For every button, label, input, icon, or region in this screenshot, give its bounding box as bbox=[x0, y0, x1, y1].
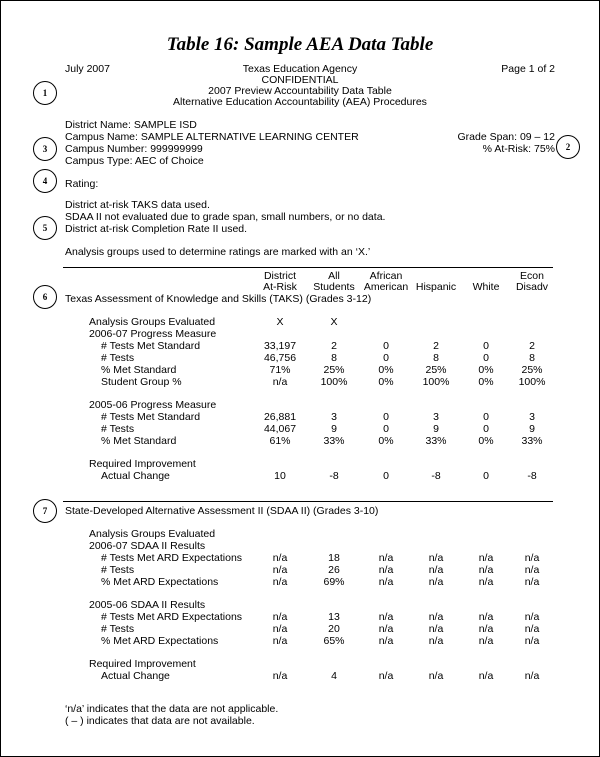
table-cell: n/a bbox=[428, 635, 444, 647]
row-label: 2005-06 SDAA II Results bbox=[89, 599, 206, 611]
row-label: % Met ARD Expectations bbox=[101, 576, 219, 588]
table-cell: 61% bbox=[269, 435, 291, 447]
table-cell: n/a bbox=[272, 635, 288, 647]
table-cell: 33% bbox=[521, 435, 543, 447]
column-header: Econ bbox=[520, 270, 544, 282]
table-cell: 100% bbox=[320, 376, 348, 388]
table-cell: 8 bbox=[331, 352, 337, 364]
district-name: District Name: SAMPLE ISD bbox=[65, 119, 197, 131]
row-label: Actual Change bbox=[101, 670, 170, 682]
table-cell: n/a bbox=[378, 576, 394, 588]
table-cell: 2 bbox=[331, 340, 337, 352]
table-cell: n/a bbox=[378, 623, 394, 635]
marker-6-circle: 6 bbox=[33, 285, 57, 309]
table-cell: n/a bbox=[428, 552, 444, 564]
column-header: At-Risk bbox=[263, 281, 297, 293]
footnote-unavailable: ( – ) indicates that data are not available. bbox=[65, 715, 255, 727]
marker-4-circle: 4 bbox=[33, 169, 57, 193]
row-label: # Tests Met Standard bbox=[101, 340, 201, 352]
grade-span: Grade Span: 09 – 12 bbox=[457, 131, 555, 143]
analysis-note: Analysis groups used to determine ratings are marked with an ‘X.’ bbox=[65, 246, 371, 258]
table-cell: 46,756 bbox=[263, 352, 297, 364]
row-label: Required Improvement bbox=[89, 458, 196, 470]
row-label: # Tests bbox=[101, 352, 135, 364]
table-top-rule bbox=[63, 267, 553, 268]
sdaa-heading: State-Developed Alternative Assessment II (SDAA II) (Grades 3-10) bbox=[65, 505, 379, 517]
table-cell: n/a bbox=[378, 552, 394, 564]
table-cell: n/a bbox=[478, 635, 494, 647]
marker-7-circle: 7 bbox=[33, 499, 57, 523]
table-cell: 65% bbox=[323, 635, 345, 647]
table-cell: n/a bbox=[478, 611, 494, 623]
campus-number: Campus Number: 999999999 bbox=[65, 143, 203, 155]
table-cell: 13 bbox=[328, 611, 340, 623]
table-cell: 4 bbox=[331, 670, 337, 682]
table-cell: 0% bbox=[478, 435, 494, 447]
table-cell: 44,067 bbox=[263, 423, 297, 435]
note-sdaa: SDAA II not evaluated due to grade span, small numbers, or no data. bbox=[65, 211, 386, 223]
column-header: Students bbox=[313, 281, 355, 293]
table-cell: 69% bbox=[323, 576, 345, 588]
table-cell: n/a bbox=[272, 576, 288, 588]
campus-name: Campus Name: SAMPLE ALTERNATIVE LEARNING CENTER bbox=[65, 131, 359, 143]
column-header: Disadv bbox=[515, 281, 549, 293]
table-title: Table 16: Sample AEA Data Table bbox=[166, 34, 434, 55]
procedures-name: Alternative Education Accountability (AEA) Procedures bbox=[173, 96, 427, 108]
table-cell: n/a bbox=[272, 552, 288, 564]
table-cell: n/a bbox=[272, 611, 288, 623]
column-header: White bbox=[472, 281, 500, 293]
table-cell: n/a bbox=[272, 376, 288, 388]
table-cell: 0 bbox=[383, 411, 389, 423]
table-cell: 2 bbox=[433, 340, 439, 352]
row-label: % Met Standard bbox=[101, 435, 177, 447]
table-cell: 0% bbox=[478, 364, 494, 376]
table-cell: 0 bbox=[483, 423, 489, 435]
table-cell: n/a bbox=[428, 576, 444, 588]
footnote-na: ‘n/a’ indicates that the data are not applicable. bbox=[65, 703, 279, 715]
table-cell: n/a bbox=[378, 670, 394, 682]
table-cell: 0 bbox=[383, 340, 389, 352]
campus-type: Campus Type: AEC of Choice bbox=[65, 155, 204, 167]
table-cell: 0 bbox=[483, 411, 489, 423]
table-cell: n/a bbox=[524, 623, 540, 635]
table-cell: n/a bbox=[428, 670, 444, 682]
table-cell: n/a bbox=[478, 623, 494, 635]
table-cell: -8 bbox=[431, 470, 441, 482]
column-header: American bbox=[363, 281, 409, 293]
marker-5-circle: 5 bbox=[33, 216, 57, 240]
table-cell: 33,197 bbox=[263, 340, 297, 352]
row-label: 2006-07 SDAA II Results bbox=[89, 540, 206, 552]
row-label: Required Improvement bbox=[89, 658, 196, 670]
table-cell: n/a bbox=[524, 576, 540, 588]
table-cell: 0 bbox=[483, 352, 489, 364]
table-cell: -8 bbox=[527, 470, 537, 482]
table-cell: 25% bbox=[521, 364, 543, 376]
table-cell: 8 bbox=[529, 352, 535, 364]
row-label: Analysis Groups Evaluated bbox=[89, 528, 216, 540]
table-cell: 26,881 bbox=[263, 411, 297, 423]
row-label: # Tests bbox=[101, 423, 135, 435]
table-cell: 0 bbox=[383, 423, 389, 435]
table-cell: n/a bbox=[272, 623, 288, 635]
page-number: Page 1 of 2 bbox=[501, 63, 555, 75]
table-cell: 26 bbox=[328, 564, 340, 576]
column-header: Hispanic bbox=[415, 281, 457, 293]
table-cell: X bbox=[330, 316, 338, 328]
column-header: African bbox=[369, 270, 403, 282]
table-cell: n/a bbox=[272, 564, 288, 576]
table-cell: 18 bbox=[328, 552, 340, 564]
table-cell: 0% bbox=[378, 376, 394, 388]
table-cell: 9 bbox=[331, 423, 337, 435]
table-cell: 8 bbox=[433, 352, 439, 364]
table-cell: 0% bbox=[378, 435, 394, 447]
table-cell: n/a bbox=[524, 552, 540, 564]
marker-3-circle: 3 bbox=[33, 137, 57, 161]
table-cell: n/a bbox=[272, 670, 288, 682]
table-cell: 3 bbox=[331, 411, 337, 423]
at-risk-percent: % At-Risk: 75% bbox=[482, 143, 555, 155]
table-cell: n/a bbox=[524, 670, 540, 682]
table-cell: 71% bbox=[269, 364, 291, 376]
table-cell: n/a bbox=[524, 564, 540, 576]
table-cell: 100% bbox=[518, 376, 546, 388]
table-cell: X bbox=[276, 316, 284, 328]
table-cell: 25% bbox=[425, 364, 447, 376]
marker-1-circle: 1 bbox=[33, 81, 57, 105]
row-label: Student Group % bbox=[101, 376, 182, 388]
rating-label: Rating: bbox=[65, 178, 99, 190]
sdaa-top-rule bbox=[63, 501, 553, 502]
table-cell: n/a bbox=[428, 564, 444, 576]
table-cell: 100% bbox=[422, 376, 450, 388]
table-cell: 10 bbox=[274, 470, 286, 482]
confidential-label: CONFIDENTIAL bbox=[261, 74, 339, 86]
note-taks: District at-risk TAKS data used. bbox=[65, 199, 210, 211]
row-label: # Tests Met Standard bbox=[101, 411, 201, 423]
row-label: # Tests Met ARD Expectations bbox=[101, 611, 243, 623]
report-date: July 2007 bbox=[65, 63, 110, 75]
taks-heading: Texas Assessment of Knowledge and Skills (TAKS) (Grades 3-12) bbox=[65, 293, 372, 305]
table-cell: n/a bbox=[524, 611, 540, 623]
table-cell: 25% bbox=[323, 364, 345, 376]
table-cell: 0 bbox=[483, 340, 489, 352]
row-label: # Tests Met ARD Expectations bbox=[101, 552, 243, 564]
table-cell: n/a bbox=[378, 635, 394, 647]
table-cell: 3 bbox=[529, 411, 535, 423]
table-cell: n/a bbox=[428, 623, 444, 635]
table-cell: -8 bbox=[329, 470, 339, 482]
agency-name: Texas Education Agency bbox=[242, 63, 358, 75]
table-cell: 20 bbox=[328, 623, 340, 635]
row-label: 2005-06 Progress Measure bbox=[89, 399, 217, 411]
table-cell: n/a bbox=[478, 576, 494, 588]
row-label: Analysis Groups Evaluated bbox=[89, 316, 216, 328]
table-cell: 0 bbox=[383, 352, 389, 364]
row-label: # Tests bbox=[101, 623, 135, 635]
column-header: All bbox=[328, 270, 340, 282]
table-cell: 0 bbox=[483, 470, 489, 482]
row-label: % Met Standard bbox=[101, 364, 177, 376]
table-cell: n/a bbox=[478, 564, 494, 576]
table-cell: 0% bbox=[478, 376, 494, 388]
table-cell: n/a bbox=[378, 564, 394, 576]
note-completion: District at-risk Completion Rate II used. bbox=[65, 223, 248, 235]
report-name: 2007 Preview Accountability Data Table bbox=[208, 85, 392, 97]
table-cell: 9 bbox=[433, 423, 439, 435]
row-label: # Tests bbox=[101, 564, 135, 576]
table-cell: 2 bbox=[529, 340, 535, 352]
column-header: District bbox=[263, 270, 297, 282]
table-cell: n/a bbox=[478, 552, 494, 564]
table-cell: n/a bbox=[428, 611, 444, 623]
table-cell: 33% bbox=[425, 435, 447, 447]
table-cell: 9 bbox=[529, 423, 535, 435]
table-cell: 3 bbox=[433, 411, 439, 423]
table-cell: 0% bbox=[378, 364, 394, 376]
table-cell: 33% bbox=[323, 435, 345, 447]
row-label: 2006-07 Progress Measure bbox=[89, 328, 217, 340]
marker-2-circle: 2 bbox=[556, 135, 580, 159]
row-label: Actual Change bbox=[101, 470, 170, 482]
table-cell: n/a bbox=[378, 611, 394, 623]
table-cell: n/a bbox=[524, 635, 540, 647]
table-cell: n/a bbox=[478, 670, 494, 682]
table-cell: 0 bbox=[383, 470, 389, 482]
row-label: % Met ARD Expectations bbox=[101, 635, 219, 647]
